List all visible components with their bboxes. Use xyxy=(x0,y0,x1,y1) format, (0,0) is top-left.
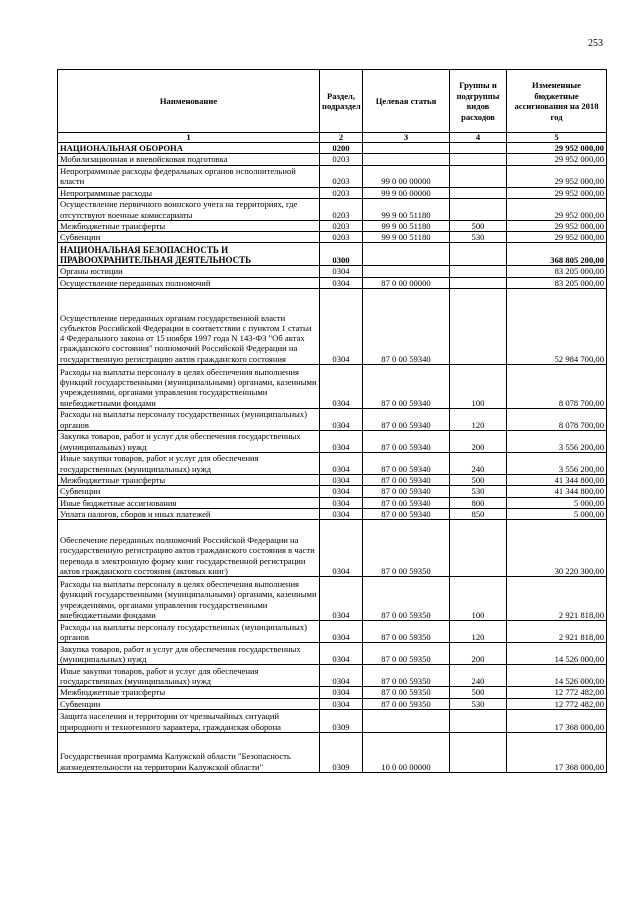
row-target: 87 0 00 59340 xyxy=(363,409,450,431)
row-section: 0300 xyxy=(320,243,363,266)
row-target: 99 9 00 51180 xyxy=(363,220,450,231)
row-amount: 8 078 700,00 xyxy=(507,409,607,431)
row-target: 87 0 00 59350 xyxy=(363,520,450,577)
row-target: 87 0 00 59340 xyxy=(363,365,450,409)
row-group: 200 xyxy=(450,431,507,453)
header-groups: Группы и подгруппы видов расходов xyxy=(450,70,507,133)
row-section: 0304 xyxy=(320,486,363,497)
row-section: 0203 xyxy=(320,154,363,165)
row-amount: 12 772 482,00 xyxy=(507,698,607,709)
row-group xyxy=(450,198,507,220)
row-target: 10 0 00 00000 xyxy=(363,732,450,772)
row-section: 0304 xyxy=(320,277,363,288)
row-name: Иные бюджетные ассигнования xyxy=(58,497,320,508)
row-group: 100 xyxy=(450,365,507,409)
row-group xyxy=(450,520,507,577)
row-target: 87 0 00 59350 xyxy=(363,687,450,698)
row-target xyxy=(363,266,450,277)
row-section: 0304 xyxy=(320,409,363,431)
table-row xyxy=(58,198,607,220)
row-amount: 29 952 000,00 xyxy=(507,232,607,243)
row-name: Органы юстиции xyxy=(58,266,320,277)
row-section: 0203 xyxy=(320,232,363,243)
row-target: 87 0 00 59350 xyxy=(363,698,450,709)
row-section: 0304 xyxy=(320,621,363,643)
table-row xyxy=(58,497,607,508)
column-number: 1 xyxy=(58,133,320,143)
header-target: Целевая статья xyxy=(363,70,450,133)
table-row xyxy=(58,453,607,475)
row-amount: 41 344 800,00 xyxy=(507,486,607,497)
row-section: 0304 xyxy=(320,577,363,621)
row-section: 0304 xyxy=(320,687,363,698)
row-amount: 41 344 800,00 xyxy=(507,475,607,486)
table-row xyxy=(58,165,607,187)
row-name: Обеспечение переданных полномочий Российской Федерации на государственную регистрацию актов гражданского состояния в части перевода в электронную форму книг государственной регистрации актов гражданского состояния (актовых книг) xyxy=(58,520,320,577)
row-amount: 83 205 000,00 xyxy=(507,277,607,288)
row-amount: 3 556 200,00 xyxy=(507,431,607,453)
row-group xyxy=(450,165,507,187)
row-group xyxy=(450,277,507,288)
row-group: 200 xyxy=(450,643,507,665)
budget-table xyxy=(57,69,607,773)
row-name: Субвенции xyxy=(58,486,320,497)
table-row xyxy=(58,243,607,266)
table-row xyxy=(58,577,607,621)
row-target: 87 0 00 59340 xyxy=(363,497,450,508)
row-target: 87 0 00 59350 xyxy=(363,643,450,665)
row-amount: 17 368 000,00 xyxy=(507,732,607,772)
row-section: 0203 xyxy=(320,165,363,187)
row-amount: 83 205 000,00 xyxy=(507,266,607,277)
row-target: 87 0 00 59340 xyxy=(363,486,450,497)
row-name: Иные закупки товаров, работ и услуг для обеспечения государственных (муниципальных) нужд xyxy=(58,453,320,475)
table-row xyxy=(58,365,607,409)
row-target: 99 9 00 00000 xyxy=(363,187,450,198)
row-target: 87 0 00 59350 xyxy=(363,621,450,643)
row-name: Субвенции xyxy=(58,698,320,709)
row-group xyxy=(450,154,507,165)
table-body xyxy=(58,143,607,773)
column-number-row xyxy=(58,133,607,143)
row-target: 87 0 00 59340 xyxy=(363,289,450,365)
row-group: 500 xyxy=(450,475,507,486)
table-row xyxy=(58,486,607,497)
row-amount: 2 921 818,00 xyxy=(507,577,607,621)
row-name: Осуществление переданных полномочий xyxy=(58,277,320,288)
row-target: 99 0 00 00000 xyxy=(363,165,450,187)
row-amount: 29 952 000,00 xyxy=(507,198,607,220)
row-amount: 52 984 700,00 xyxy=(507,289,607,365)
row-amount: 5 000,00 xyxy=(507,497,607,508)
row-group: 500 xyxy=(450,220,507,231)
row-amount: 3 556 200,00 xyxy=(507,453,607,475)
row-amount: 29 952 000,00 xyxy=(507,165,607,187)
row-target: 99 9 00 51180 xyxy=(363,232,450,243)
row-name: Межбюджетные трансферты xyxy=(58,220,320,231)
table-row xyxy=(58,187,607,198)
row-section: 0309 xyxy=(320,732,363,772)
row-target xyxy=(363,154,450,165)
row-target xyxy=(363,243,450,266)
header-name: Наименование xyxy=(58,70,320,133)
row-name: Расходы на выплаты персоналу государственных (муниципальных) органов xyxy=(58,409,320,431)
row-group: 800 xyxy=(450,497,507,508)
row-group xyxy=(450,289,507,365)
row-amount: 368 805 200,00 xyxy=(507,243,607,266)
row-name: НАЦИОНАЛЬНАЯ БЕЗОПАСНОСТЬ И ПРАВООХРАНИТЕЛЬНАЯ ДЕЯТЕЛЬНОСТЬ xyxy=(58,243,320,266)
header-section: Раздел, подраздел xyxy=(320,70,363,133)
row-name: Закупка товаров, работ и услуг для обеспечения государственных (муниципальных) нужд xyxy=(58,431,320,453)
row-amount: 30 220 300,00 xyxy=(507,520,607,577)
row-group: 120 xyxy=(450,409,507,431)
table-row xyxy=(58,732,607,772)
row-group: 500 xyxy=(450,687,507,698)
row-group xyxy=(450,732,507,772)
table-row xyxy=(58,687,607,698)
header-amount: Измененные бюджетные ассигнования на 2018 год xyxy=(507,70,607,133)
row-amount: 29 952 000,00 xyxy=(507,154,607,165)
row-section: 0304 xyxy=(320,365,363,409)
row-group xyxy=(450,266,507,277)
table-row xyxy=(58,289,607,365)
row-group: 530 xyxy=(450,698,507,709)
row-section: 0304 xyxy=(320,453,363,475)
row-name: Расходы на выплаты персоналу государственных (муниципальных) органов xyxy=(58,621,320,643)
row-section: 0200 xyxy=(320,143,363,154)
page-number: 253 xyxy=(588,38,603,49)
row-target xyxy=(363,143,450,154)
row-group xyxy=(450,243,507,266)
row-group: 240 xyxy=(450,453,507,475)
row-section: 0304 xyxy=(320,665,363,687)
row-name: НАЦИОНАЛЬНАЯ ОБОРОНА xyxy=(58,143,320,154)
column-number: 3 xyxy=(363,133,450,143)
row-amount: 29 952 000,00 xyxy=(507,143,607,154)
table-row xyxy=(58,232,607,243)
row-amount: 14 526 000,00 xyxy=(507,643,607,665)
row-name: Межбюджетные трансферты xyxy=(58,475,320,486)
table-row xyxy=(58,143,607,154)
row-amount: 12 772 482,00 xyxy=(507,687,607,698)
row-name: Государственная программа Калужской области "Безопасность жизнедеятельности на территории Калужской области" xyxy=(58,732,320,772)
row-group xyxy=(450,709,507,732)
row-section: 0304 xyxy=(320,475,363,486)
row-name: Иные закупки товаров, работ и услуг для обеспечения государственных (муниципальных) нужд xyxy=(58,665,320,687)
table-row xyxy=(58,277,607,288)
row-target xyxy=(363,709,450,732)
row-group xyxy=(450,143,507,154)
row-name: Мобилизационная и вневойсковая подготовка xyxy=(58,154,320,165)
row-group: 850 xyxy=(450,508,507,519)
row-name: Уплата налогов, сборов и иных платежей xyxy=(58,508,320,519)
row-amount: 2 921 818,00 xyxy=(507,621,607,643)
row-amount: 29 952 000,00 xyxy=(507,220,607,231)
row-group: 120 xyxy=(450,621,507,643)
row-name: Непрограммные расходы xyxy=(58,187,320,198)
row-name: Субвенции xyxy=(58,232,320,243)
row-target: 87 0 00 59340 xyxy=(363,453,450,475)
row-section: 0304 xyxy=(320,508,363,519)
row-group: 530 xyxy=(450,232,507,243)
row-amount: 29 952 000,00 xyxy=(507,187,607,198)
column-number: 5 xyxy=(507,133,607,143)
row-section: 0309 xyxy=(320,709,363,732)
row-section: 0304 xyxy=(320,698,363,709)
table-row xyxy=(58,475,607,486)
row-section: 0203 xyxy=(320,220,363,231)
row-section: 0304 xyxy=(320,266,363,277)
row-name: Расходы на выплаты персоналу в целях обеспечения выполнения функций государственными (муниципальными) органами, казенными учреждениями, органами управления государственными внебюджетными фондами xyxy=(58,577,320,621)
column-number: 2 xyxy=(320,133,363,143)
row-section: 0203 xyxy=(320,198,363,220)
table-row xyxy=(58,665,607,687)
table-row xyxy=(58,220,607,231)
row-name: Межбюджетные трансферты xyxy=(58,687,320,698)
table-row xyxy=(58,698,607,709)
table-row xyxy=(58,431,607,453)
row-name: Осуществление первичного воинского учета на территориях, где отсутствуют военные комиссариаты xyxy=(58,198,320,220)
row-amount: 5 000,00 xyxy=(507,508,607,519)
row-target: 87 0 00 00000 xyxy=(363,277,450,288)
row-amount: 8 078 700,00 xyxy=(507,365,607,409)
row-section: 0304 xyxy=(320,497,363,508)
table-header-row xyxy=(58,70,607,133)
row-section: 0304 xyxy=(320,643,363,665)
row-target: 87 0 00 59350 xyxy=(363,577,450,621)
row-name: Осуществление переданных органам государственной власти субъектов Российской Федерации в соответствии с пунктом 1 статьи 4 Федерального закона от 15 ноября 1997 года N 143-ФЗ "Об актах гражданского состояния" полномочий Российской Федерации на государственную регистрацию актов гражданского состояния xyxy=(58,289,320,365)
table-row xyxy=(58,266,607,277)
row-target: 87 0 00 59350 xyxy=(363,665,450,687)
table-row xyxy=(58,409,607,431)
row-amount: 17 368 000,00 xyxy=(507,709,607,732)
row-section: 0304 xyxy=(320,431,363,453)
table-row xyxy=(58,154,607,165)
table-row xyxy=(58,709,607,732)
row-name: Непрограммные расходы федеральных органов исполнительной власти xyxy=(58,165,320,187)
row-target: 87 0 00 59340 xyxy=(363,431,450,453)
row-section: 0203 xyxy=(320,187,363,198)
row-group: 100 xyxy=(450,577,507,621)
row-group: 240 xyxy=(450,665,507,687)
table-row xyxy=(58,508,607,519)
row-section: 0304 xyxy=(320,520,363,577)
row-target: 87 0 00 59340 xyxy=(363,475,450,486)
row-group xyxy=(450,187,507,198)
row-amount: 14 526 000,00 xyxy=(507,665,607,687)
row-name: Защита населения и территории от чрезвычайных ситуаций природного и техногенного характера, гражданская оборона xyxy=(58,709,320,732)
column-number: 4 xyxy=(450,133,507,143)
row-group: 530 xyxy=(450,486,507,497)
row-name: Расходы на выплаты персоналу в целях обеспечения выполнения функций государственными (муниципальными) органами, казенными учреждениями, органами управления государственными внебюджетными фондами xyxy=(58,365,320,409)
table-row xyxy=(58,520,607,577)
row-target: 87 0 00 59340 xyxy=(363,508,450,519)
row-section: 0304 xyxy=(320,289,363,365)
row-target: 99 9 00 51180 xyxy=(363,198,450,220)
table-row xyxy=(58,643,607,665)
table-row xyxy=(58,621,607,643)
row-name: Закупка товаров, работ и услуг для обеспечения государственных (муниципальных) нужд xyxy=(58,643,320,665)
